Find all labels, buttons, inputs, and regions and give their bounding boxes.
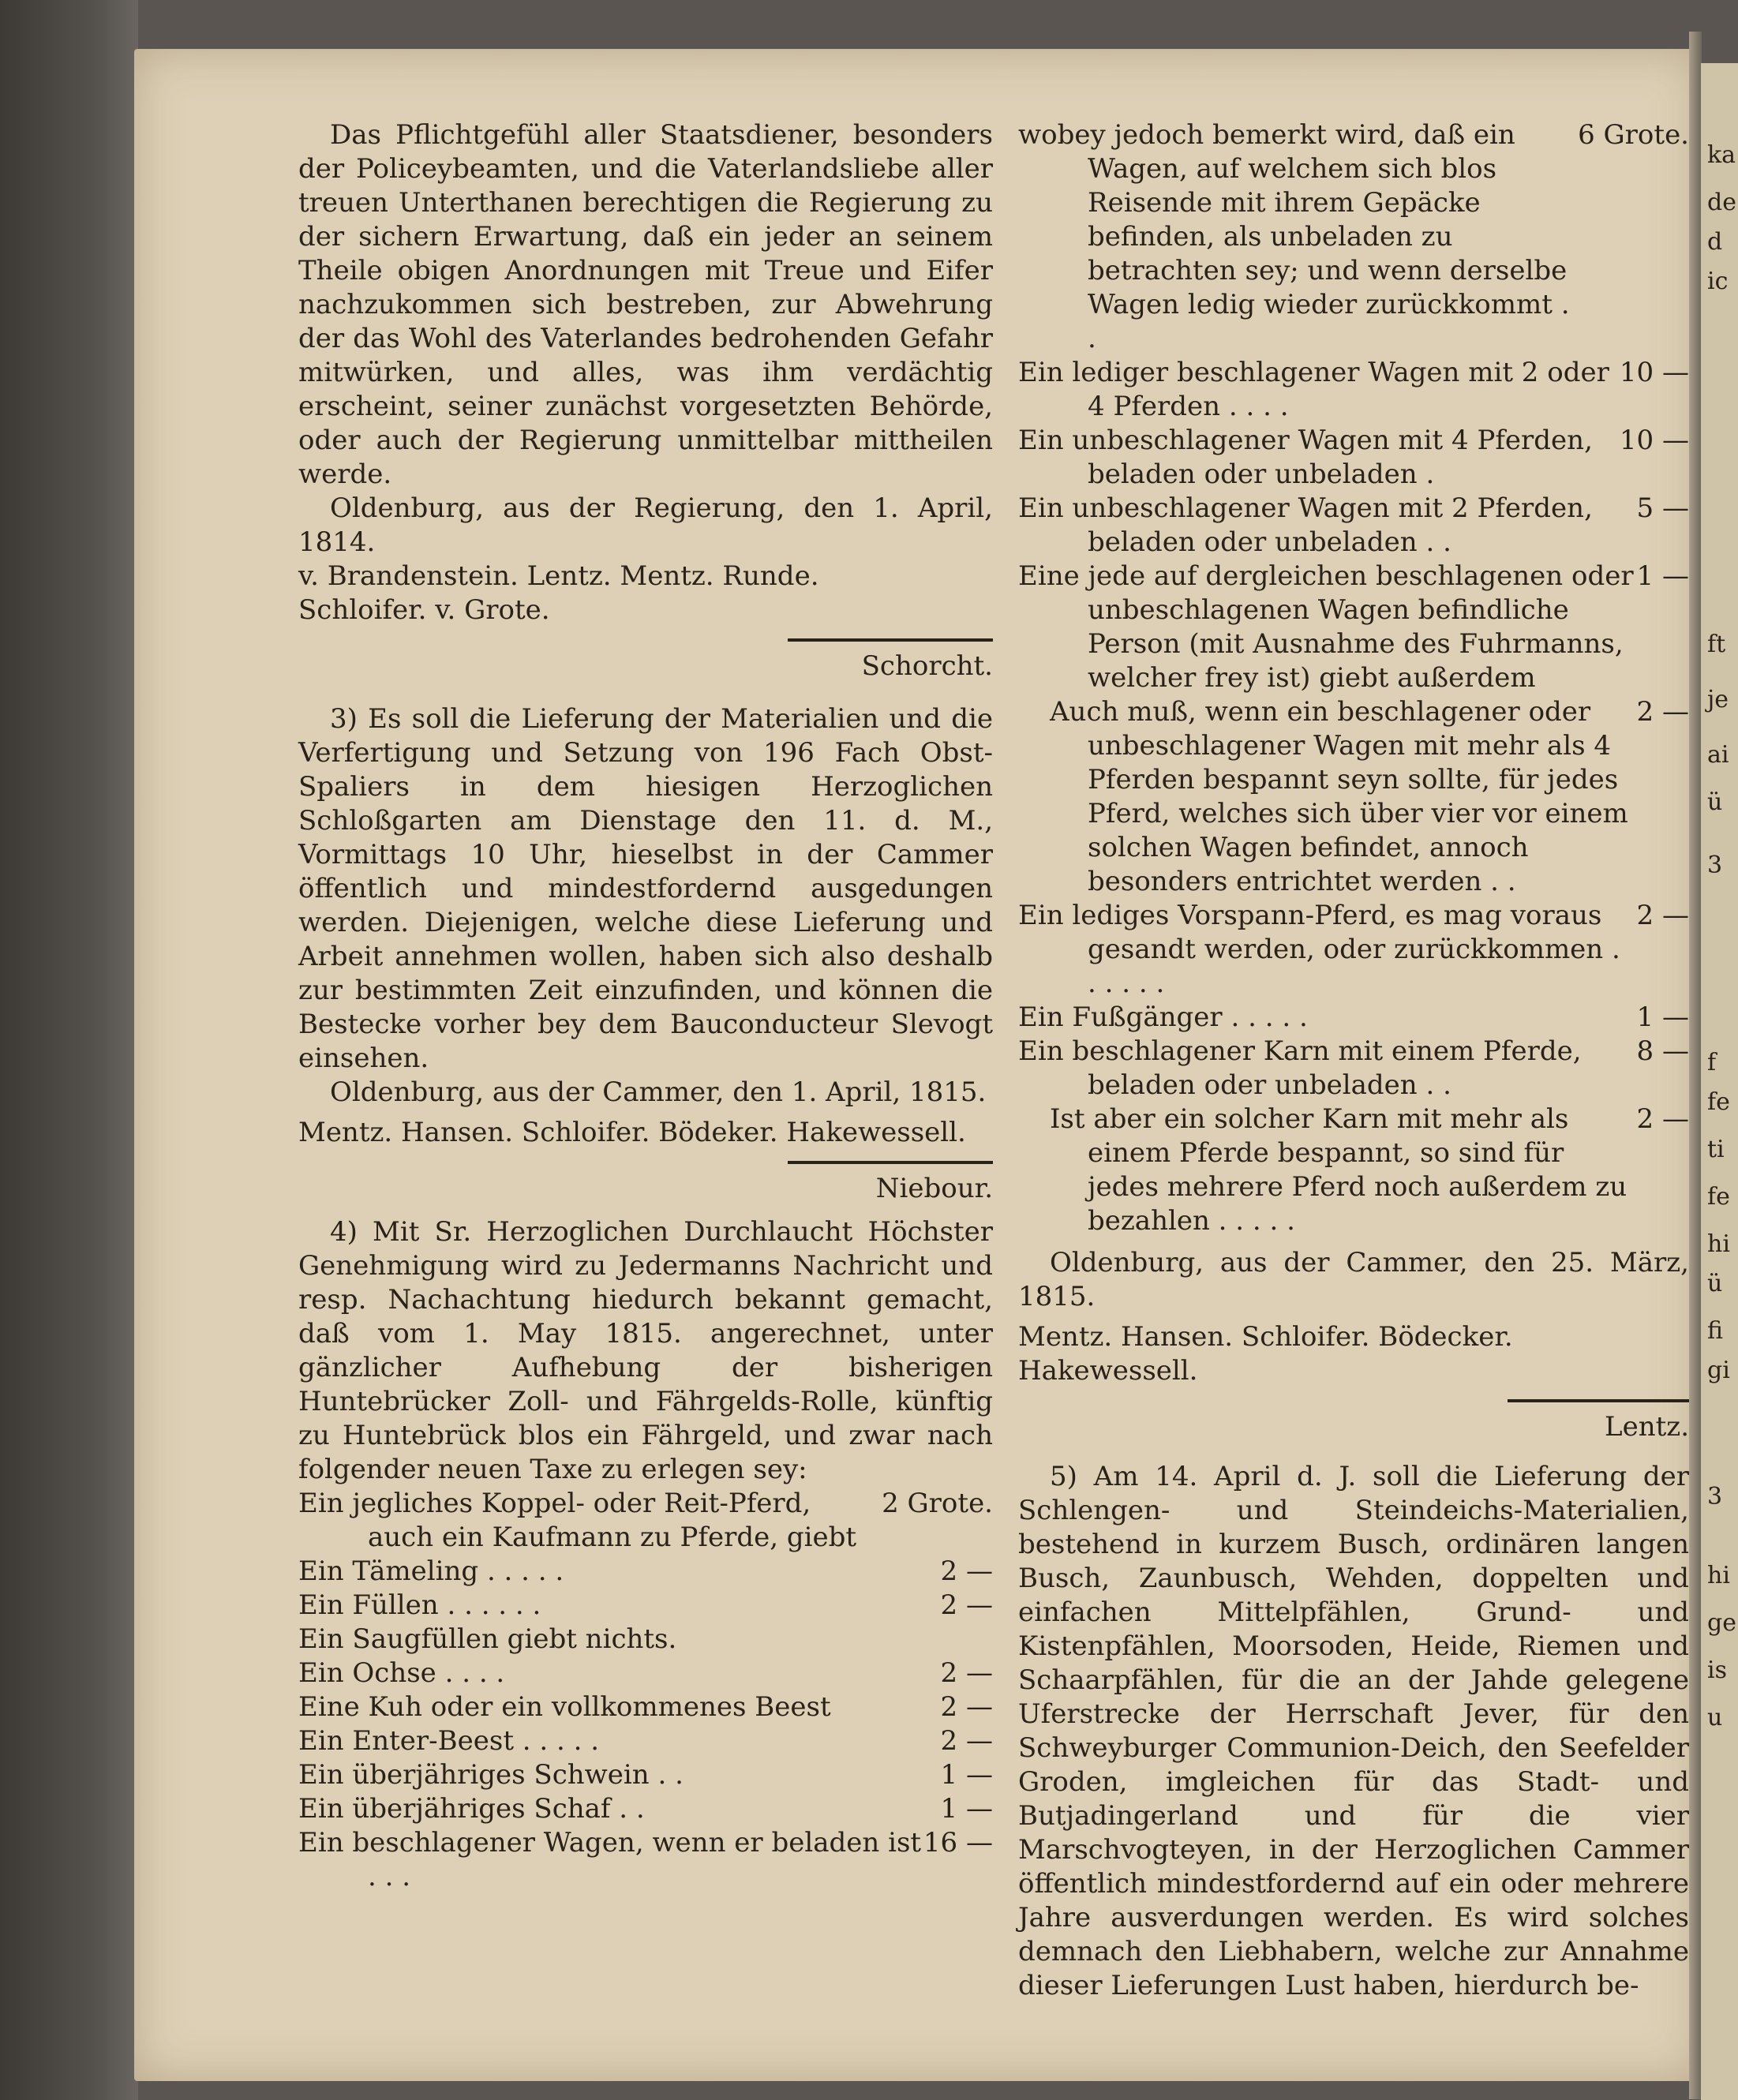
tariff-amount: 8 —: [1636, 1035, 1689, 1067]
tariff-amount: 2 —: [940, 1691, 993, 1723]
separator-rule: [1508, 1399, 1689, 1402]
decree5-body: 5) Am 14. April d. J. soll die Lieferung der Schlengen- und Steindeichs-Materialien, bestehend in kurzem Busch, ordinären langen Busch, Zaunbusch, Wehden, doppelten und einfachen Mittelpfählen, Grund- und Kistenpfählen, Moorsoden, Heide, Riemen und Schaarpfählen, für die an der Jahde gelegene Uferstrecke der Herrschaft Jever, für den Schweyburger Communion-Deich, den Seefelder Groden, imgleichen für das Stadt- und Butjadingerland und für die vier Marschvogteyen, in der Herzoglichen Cammer öffentlich mindestfordernd auf ein oder mehrere Jahre ausverdungen werden. Es wird solches demnach den Liebhabern, welche zur Annahme dieser Lieferungen Lust haben, hierdurch be-: [1018, 1461, 1689, 2001]
margin-fragment: de: [1707, 189, 1736, 216]
tariff-item: Ein lediges Vorspann-Pferd, es mag voraus gesandt werden, oder zurückkommen . . . . . .: [1018, 900, 1620, 999]
tariff-item: Ein beschlagener Karn mit einem Pferde, beladen oder unbeladen . .: [1018, 1035, 1582, 1101]
tariff-row: [298, 1792, 993, 1826]
tariff-amount: 1 —: [1636, 1001, 1689, 1033]
tariff-row: [298, 1826, 993, 1894]
tariff-table-right: [1018, 118, 1689, 1238]
margin-fragment: is: [1707, 1656, 1727, 1684]
tariff-row: [298, 1555, 993, 1589]
margin-fragment: 3: [1707, 852, 1723, 879]
tariff-amount: 10 —: [1619, 357, 1689, 388]
margin-fragment: fi: [1707, 1317, 1724, 1345]
margin-fragment: ka: [1707, 141, 1736, 169]
tariff-amount: 2 —: [1636, 696, 1689, 728]
tariff-row: [1018, 1035, 1689, 1102]
tariff-row: [1018, 1102, 1689, 1238]
right-column: [1018, 118, 1689, 2003]
separator-rule: [788, 638, 993, 642]
decree4-body: 4) Mit Sr. Herzoglichen Durchlaucht Höchster Genehmigung wird zu Jedermanns Nachricht und resp. Nachachtung hiedurch bekannt gemacht, daß vom 1. May 1815. angerechnet, unter gänzlicher Aufhebung der bisherigen Huntebrücker Zoll- und Fährgelds-Rolle, künftig zu Huntebrück blos ein Fährgeld, und zwar nach folgender neuen Taxe zu erlegen sey:: [298, 1216, 993, 1485]
decree4-place-date: Oldenburg, aus der Cammer, den 25. März, 1815.: [1018, 1247, 1689, 1312]
tariff-table-left: [298, 1487, 993, 1894]
tariff-row: [1018, 695, 1689, 899]
margin-fragment: ti: [1707, 1136, 1725, 1163]
tariff-amount: 10 —: [1619, 425, 1689, 456]
margin-fragment: hi: [1707, 1230, 1730, 1258]
tariff-item: Ein Saugfüllen giebt nichts.: [298, 1623, 677, 1655]
margin-fragment: ge: [1707, 1609, 1736, 1637]
tariff-amount: 16 —: [923, 1827, 993, 1859]
decree3-signatures: Mentz. Hansen. Schloifer. Bödeker. Hakewessell.: [298, 1117, 966, 1148]
tariff-amount: 2 —: [940, 1725, 993, 1757]
tariff-item: Ein jegliches Koppel- oder Reit-Pferd, auch ein Kaufmann zu Pferde, giebt: [298, 1488, 857, 1553]
tariff-item: Ein beschlagener Wagen, wenn er beladen ist . . .: [298, 1827, 922, 1892]
tariff-row: [298, 1487, 993, 1555]
tariff-item: Ein lediger beschlagener Wagen mit 2 oder 4 Pferden . . . .: [1018, 357, 1609, 422]
tariff-item: Ist aber ein solcher Karn mit mehr als einem Pferde bespannt, so sind für jedes mehrere Pferd noch außerdem zu bezahlen . . . . .: [1050, 1103, 1628, 1237]
tariff-row: [298, 1623, 993, 1656]
margin-fragment: gi: [1707, 1357, 1730, 1384]
tariff-amount: 2 —: [940, 1589, 993, 1621]
decree3-body: 3) Es soll die Lieferung der Materialien und die Verfertigung und Setzung von 196 Fach Obst-Spaliers in dem hiesigen Herzoglichen Schloßgarten am Dienstage den 11. d. M., Vormittags 10 Uhr, hieselbst in der Cammer öffentlich und mindestfordernd ausgedungen werden. Diejenigen, welche diese Lieferung und Arbeit annehmen wollen, haben sich also deshalb zur bestimmten Zeit einzufinden, und können die Bestecke vorher bey dem Bauconducteur Slevogt einsehen.: [298, 703, 993, 1074]
tariff-row: [298, 1656, 993, 1690]
tariff-amount: 1 —: [940, 1759, 993, 1791]
margin-fragment: ic: [1707, 268, 1729, 295]
tariff-amount: 2 —: [1636, 1103, 1689, 1135]
tariff-row: [1018, 118, 1689, 356]
tariff-amount: 2 Grote.: [882, 1488, 993, 1519]
tariff-row: [1018, 424, 1689, 492]
tariff-item: Ein Füllen . . . . . .: [298, 1589, 541, 1621]
tariff-amount: 2 —: [940, 1555, 993, 1587]
tariff-row: [1018, 899, 1689, 1001]
tariff-item: Ein Enter-Beest . . . . .: [298, 1725, 600, 1757]
margin-fragment: fe: [1707, 1088, 1730, 1116]
margin-fragment: ü: [1707, 1270, 1723, 1297]
decree4-signatures: Mentz. Hansen. Schloifer. Bödecker. Hakewessell.: [1018, 1321, 1513, 1387]
decree3-place-date: Oldenburg, aus der Cammer, den 1. April, 1815.: [330, 1076, 987, 1108]
margin-fragment: d: [1707, 228, 1723, 256]
tariff-row: [1018, 1001, 1689, 1035]
decree1-secretary: Schorcht.: [861, 650, 993, 682]
margin-fragment: fe: [1707, 1183, 1730, 1211]
left-column: [298, 118, 993, 1894]
tariff-row: [1018, 492, 1689, 560]
adjacent-page-margin: [1701, 63, 1738, 2100]
tariff-item: Ein Ochse . . . .: [298, 1657, 505, 1689]
tariff-amount: 2 —: [1636, 900, 1689, 931]
margin-fragment: f: [1707, 1049, 1717, 1076]
tariff-row: [298, 1724, 993, 1758]
tariff-row: [1018, 560, 1689, 695]
tariff-amount: 1 —: [940, 1793, 993, 1825]
margin-fragment: ft: [1707, 631, 1726, 658]
decree1-body: Das Pflichtgefühl aller Staatsdiener, besonders der Policeybeamten, und die Vaterlandsliebe aller treuen Unterthanen berechtigen die Regierung zu der sichern Erwartung, daß ein jeder an seinem Theile obigen Anordnungen mit Treue und Eifer nachzukommen sich bestreben, zur Abwehrung der das Wohl des Vaterlandes bedrohenden Gefahr mitwürken, und alles, was ihm verdächtig erscheint, seiner zunächst vorgesetzten Behörde, oder auch der Regierung unmittelbar mittheilen werde.: [298, 119, 993, 490]
tariff-row: [1018, 356, 1689, 424]
tariff-item: Ein unbeschlagener Wagen mit 2 Pferden, beladen oder unbeladen . .: [1018, 492, 1593, 558]
tariff-amount: 5 —: [1636, 492, 1689, 524]
decree4-secretary: Lentz.: [1605, 1411, 1689, 1443]
decree1-signatures: v. Brandenstein. Lentz. Mentz. Runde. Schloifer. v. Grote.: [298, 560, 819, 626]
page-fold: [1689, 32, 1702, 2099]
tariff-item: Ein unbeschlagener Wagen mit 4 Pferden, beladen oder unbeladen .: [1018, 425, 1593, 490]
tariff-item: Eine jede auf dergleichen beschlagenen oder unbeschlagenen Wagen befindliche Person (mit Ausnahme des Fuhrmanns, welcher frey ist) giebt außerdem: [1018, 560, 1634, 694]
margin-fragment: ai: [1707, 741, 1729, 769]
tariff-amount: 6 Grote.: [1578, 119, 1689, 151]
tariff-amount: 1 —: [1636, 560, 1689, 592]
tariff-item: Ein Tämeling . . . . .: [298, 1555, 564, 1587]
book-spine-shadow: [0, 0, 138, 2100]
tariff-item: Ein überjähriges Schaf . .: [298, 1793, 645, 1825]
decree3-secretary: Niebour.: [875, 1173, 993, 1204]
tariff-item: Eine Kuh oder ein vollkommenes Beest: [298, 1691, 831, 1723]
tariff-item: Ein Fußgänger . . . . .: [1018, 1001, 1308, 1033]
tariff-row: [298, 1758, 993, 1792]
margin-fragment: u: [1707, 1704, 1723, 1731]
tariff-item: Ein überjähriges Schwein . .: [298, 1759, 684, 1791]
margin-fragment: je: [1707, 686, 1729, 713]
tariff-amount: 2 —: [940, 1657, 993, 1689]
decree1-place-date: Oldenburg, aus der Regierung, den 1. April, 1814.: [298, 492, 993, 558]
margin-fragment: hi: [1707, 1562, 1730, 1589]
tariff-item: wobey jedoch bemerkt wird, daß ein Wagen, auf welchem sich blos Reisende mit ihrem Gepäcke befinden, als unbeladen zu betrachten sey; und wenn derselbe Wagen ledig wieder zurückkommt . .: [1018, 119, 1570, 354]
margin-fragment: 3: [1707, 1483, 1723, 1510]
tariff-row: [298, 1589, 993, 1623]
separator-rule: [788, 1161, 993, 1164]
tariff-row: [298, 1690, 993, 1724]
tariff-item: Auch muß, wenn ein beschlagener oder unbeschlagener Wagen mit mehr als 4 Pferden bespannt seyn sollte, für jedes Pferd, welches sich über vier vor einem solchen Wagen befindet, annoch besonders entrichtet werden . .: [1050, 696, 1628, 897]
margin-fragment: ü: [1707, 788, 1723, 816]
